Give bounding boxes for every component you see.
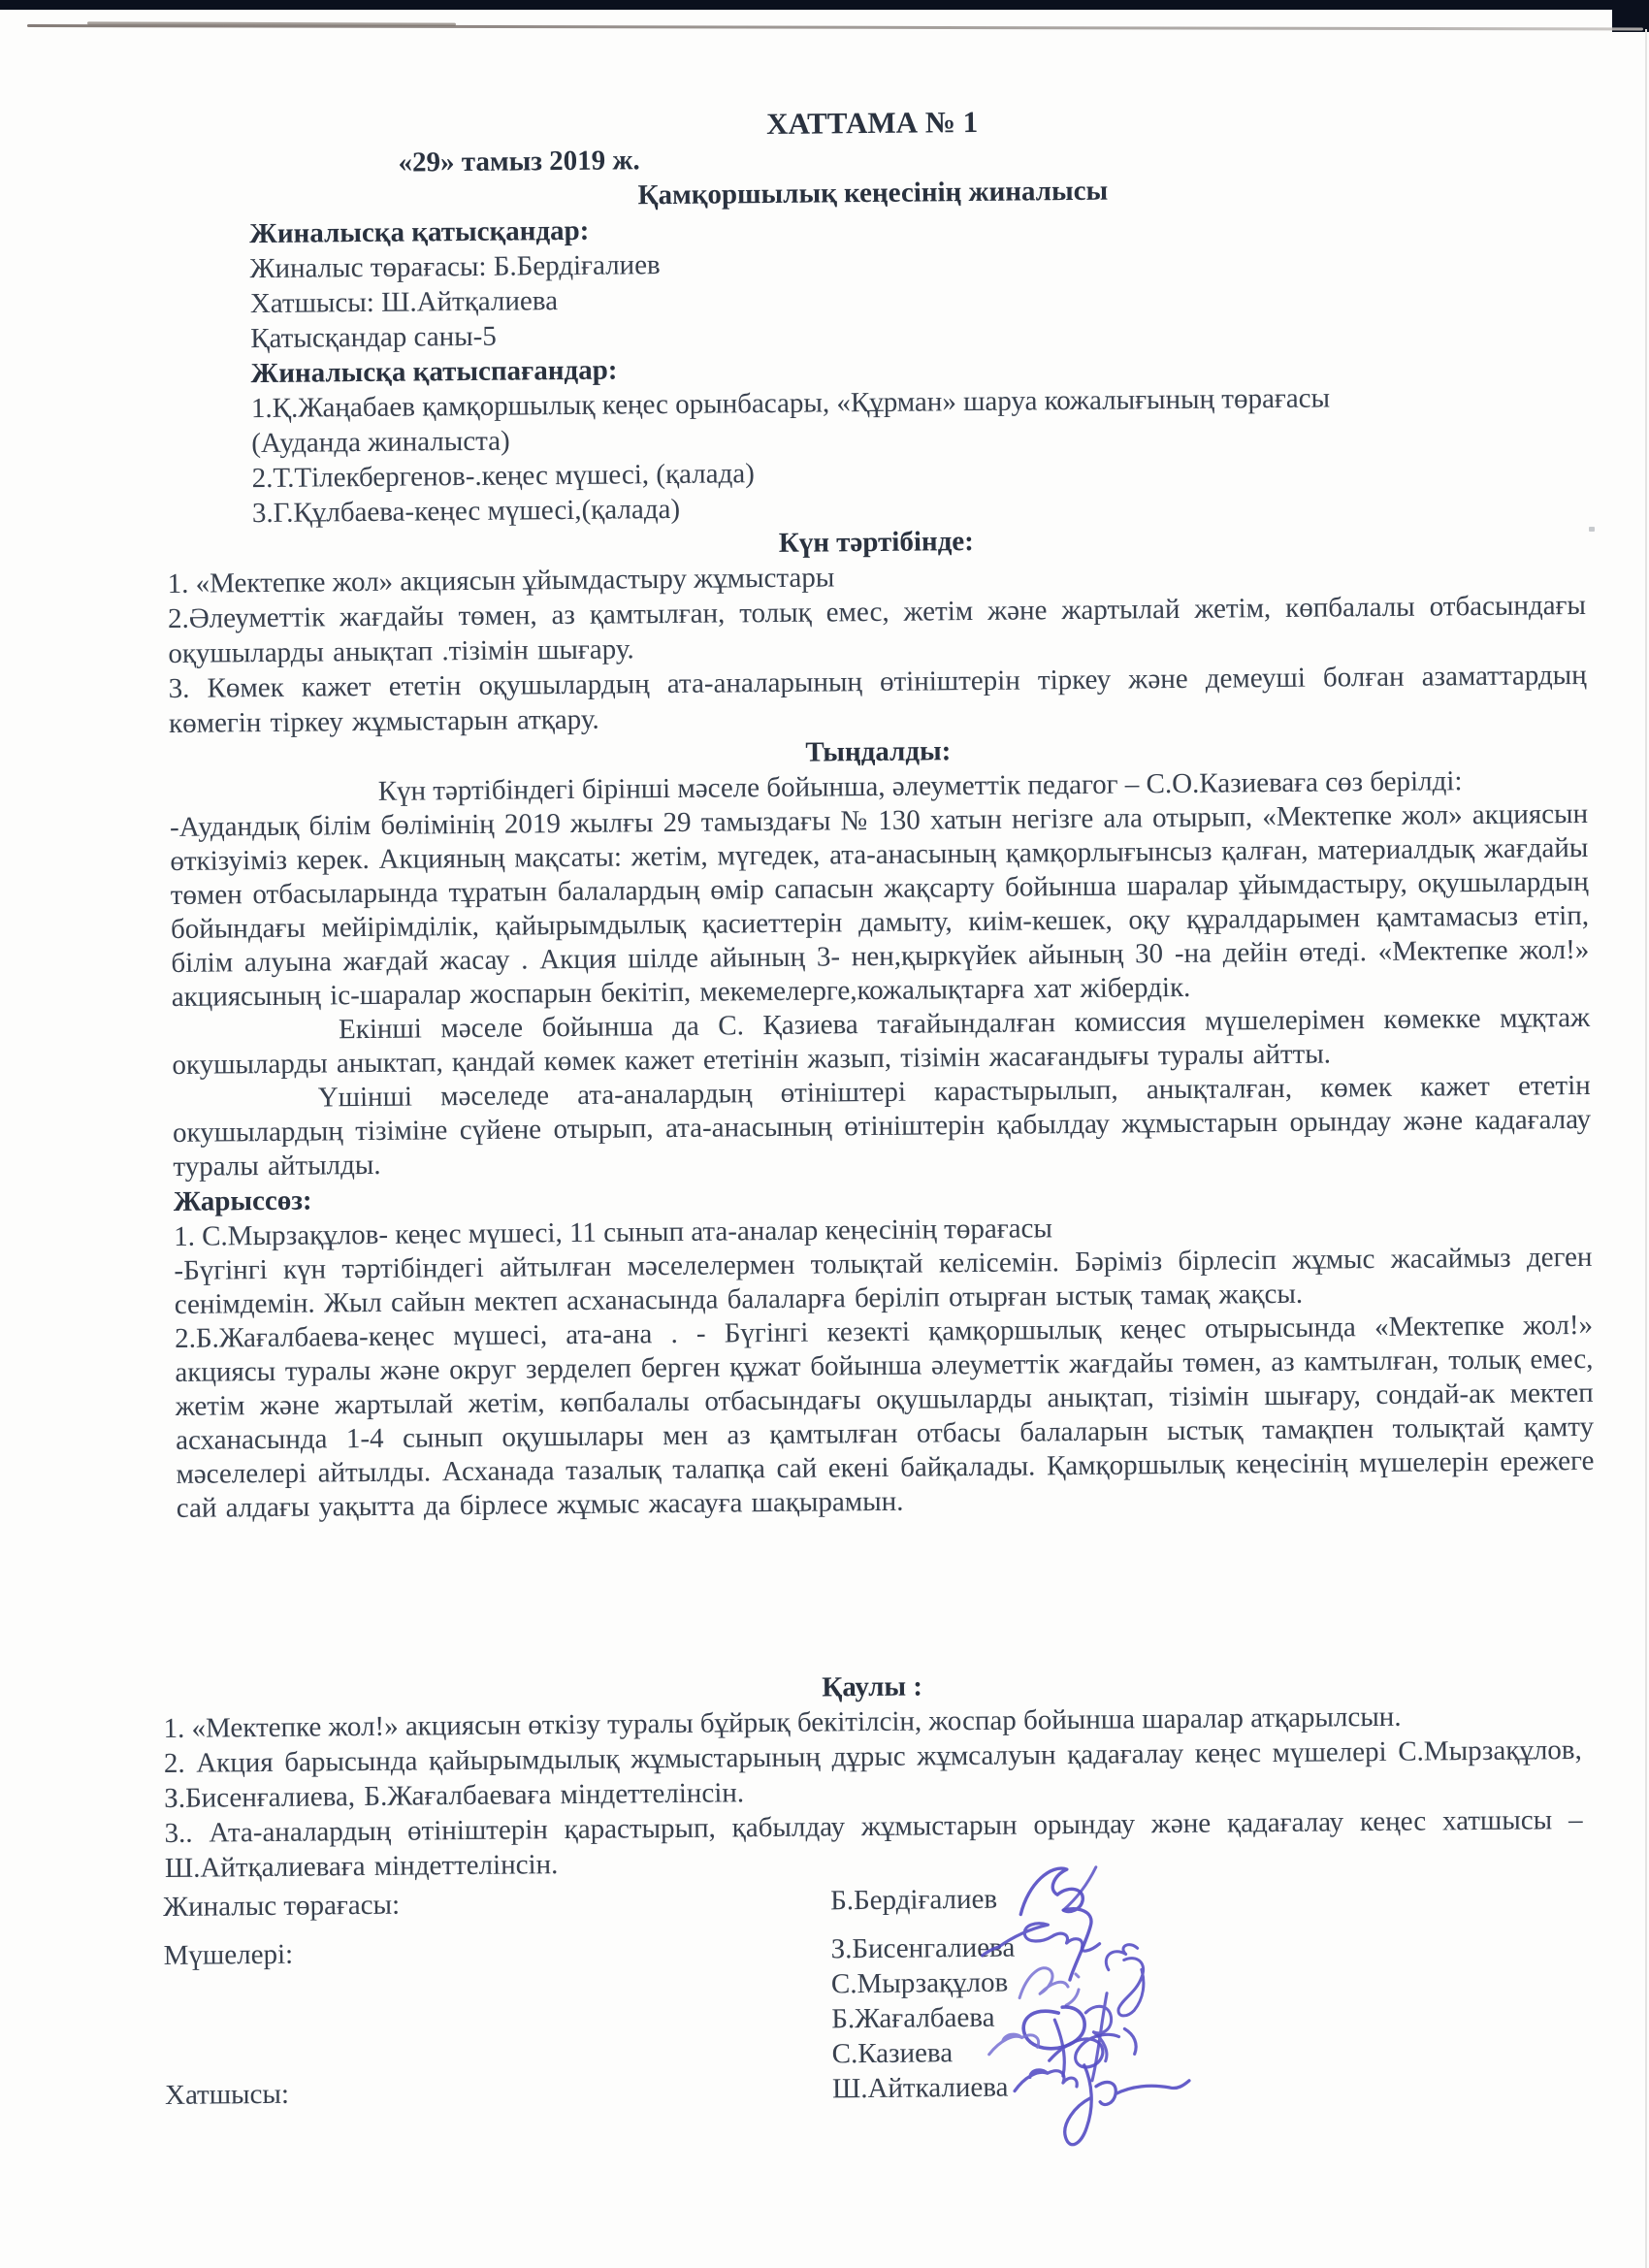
scan-artifact-speck xyxy=(1589,527,1595,532)
absentees-section xyxy=(165,343,1585,532)
agenda-item: 2.Әлеуметтік жағдайы төмен, аз қамтылған, толық емес, жетім және жартылай жетім, көпбалалы отбасындағы оқушыларды анықтап .тізімін шығару. xyxy=(167,589,1587,669)
member-name: Б.Жағалбаева xyxy=(831,2001,995,2035)
resolution-item: 3.. Ата-аналардың өтініштерін қарастырып, қабылдау жұмыстарын орындау және қадағалау кеңес хатшысы – Ш.Айтқалиеваға міндеттелінсін. xyxy=(164,1803,1583,1884)
resolution-item: 2. Акция барысында қайырымдылық жұмыстарының дұрыс жұмсалуын қадағалау кеңес мүшелері С.Мырзақұлов, З.Бисенғалиева, Б.Жағалбаеваға міндеттелінсін. xyxy=(163,1733,1582,1814)
document-content xyxy=(163,99,1595,1526)
document-title: ХАТТАМА № 1 xyxy=(765,104,979,142)
heard-heading: Тыңдалды: xyxy=(805,735,952,768)
agenda-heading: Күн тәртібінде: xyxy=(778,525,974,559)
heard-paragraph: Екінші мәселе бойынша да С. Қазиева тағайындалған комиссия мүшелерімен көмекке мұқтаж окушыларды аныктап, қандай көмек кажет ететінін жазып, тізімін жасағандығы туралы айтты. xyxy=(172,1001,1591,1081)
resolution-item: 1. «Мектепке жол!» акциясын өткізу туралы бұйрық бекітілсін, жоспар бойынша шаралар атқарылсын. xyxy=(163,1701,1402,1744)
scan-artifact-right-edge xyxy=(1645,29,1647,2268)
attendees-count-line: Қатысқандар саны-5 xyxy=(250,320,497,355)
secretary-label: Хатшысы: xyxy=(164,2078,290,2111)
speech-paragraph: 2.Б.Жағалбаева-кеңес мүшесі, ата-ана . - Бүгінгі кезекті қамқоршылық кеңес отырысында «Мектепке жол!» акциясы туралы және округ зерделеп берген құжат бойынша әлеуметтік жағдайы төмен, аз камтылған, толық емес, жетім және жартылай жетім, көпбалалы отбасындағы оқушыларды анықтап, тізімін шығару, сондай-ак мектеп асханасында 1-4 сынып оқушылары мен аз қамтылған отбасы балаларын ыстық тамақпен толықтай қамту мәселелері айтылды. Асханада тазалық талапқа сай екені байқалады. Қамқоршылық кеңесінің мүшелерін ережеге сай алдағы уақытта да бірлесе жұмыс жасауға шақырамын. xyxy=(174,1309,1595,1524)
signature-section xyxy=(163,1877,1505,2258)
scan-artifact-top-bar xyxy=(0,0,1649,10)
heard-paragraph: Үшінші мәселеде ата-аналардың өтініштері карастырылып, анықталған, көмек кажет ететін окушылардың тізіміне сүйене отырып, ата-анасының өтініштерін қабылдау жұмыстарын орындау және кадағалау туралы айтылды. xyxy=(172,1069,1592,1183)
resolution-heading: Қаулы : xyxy=(822,1670,923,1703)
absentees-heading: Жиналысқа қатыспағандар: xyxy=(250,354,618,390)
attendees-heading: Жиналысқа қатысқандар: xyxy=(249,214,590,250)
attendees-chairman-line: Жиналыс төрағасы: Б.Бердіғалиев xyxy=(249,249,661,285)
heard-paragraph: -Аудандық білім бөлімінің 2019 жылғы 29 тамыздағы № 130 хатын негізге ала отырып, «Мектепке жол» акциясын өткізуіміз керек. Акцияның мақсаты: жетім, мүгедек, ата-анасының қамқорлығынсыз қалған, материалдық жағдайы төмен отбасыларында тұратын балалардың өмір сапасын жақсарту бойынша шаралар ұйымдастыру, оқушылардың бойындағы мейірімділік, қайырымдылық қасиеттерін дамыту, киім-кешек, оқу құралдарымен қамтамасыз етіп, білім алуына жағдай жасау . Акция шілде айының 3- нен,қыркүйек айының 30 -на дейін өтеді. «Мектепке жол!» акциясының іс-шаралар жоспарын бекітіп, мекемелерге,кожалықтарға хат жібердік. xyxy=(169,797,1590,1013)
secretary-name: Ш.Айткалиева xyxy=(831,2071,1009,2105)
absentee-line: 3.Г.Құлбаева-кеңес мүшесі,(қалада) xyxy=(251,493,681,530)
members-label: Мүшелері: xyxy=(163,1938,294,1971)
attendees-section xyxy=(164,204,1583,357)
chairman-label: Жиналыс төрағасы: xyxy=(163,1889,401,1923)
chairman-name: Б.Бердіғалиев xyxy=(829,1883,998,1917)
agenda-item: 1. «Мектепке жол» акциясын ұйымдастыру жұмыстары xyxy=(167,562,835,599)
speeches-heading: Жарыссөз: xyxy=(173,1184,312,1217)
date-line: «29» тамыз 2019 ж. xyxy=(398,145,640,178)
member-name: З.Бисенгалиева xyxy=(830,1931,1016,1965)
absentee-line: 1.Қ.Жаңабаев қамқоршылық кеңес орынбасары, «Құрман» шаруа кожалығының төрағасы xyxy=(250,382,1331,425)
absentee-line: (Ауданда жиналыста) xyxy=(251,425,510,460)
member-name: С.Казиева xyxy=(831,2037,954,2070)
resolution-section xyxy=(163,1663,1583,1886)
meeting-title: Қамқоршылық кеңесінің жиналысы xyxy=(637,175,1109,211)
speech-paragraph: -Бүгінгі күн тәртібіндегі айтылған мәселелермен толықтай келісемін. Бәріміз бірлесіп жұмыс жасаймыз деген сенімдемін. Жыл сайын мектеп асханасында балаларға беріліп отырған ыстық тамақ жақсы. xyxy=(174,1241,1593,1320)
agenda-item: 3. Көмек кажет ететін оқушылардың ата-аналарының өтініштерін тіркеу және демеуші болған азаматтардың көмегін тіркеу жұмыстарын атқару. xyxy=(168,659,1587,739)
absentee-line: 2.Т.Тілекбергенов-.кеңес мүшесі, (қалада) xyxy=(251,458,755,495)
speech-lead: 1. С.Мырзақұлов- кеңес мүшесі, 11 сынып ата-аналар кеңесінің төрағасы xyxy=(173,1213,1053,1252)
member-name: С.Мырзақұлов xyxy=(830,1966,1009,2000)
heard-paragraph-lead: Күн тәртібіндегі бірінші мәселе бойынша, әлеуметтік педагог – С.О.Казиеваға сөз берілді: xyxy=(377,765,1463,807)
signature-row-chairman xyxy=(163,1877,1502,1925)
attendees-secretary-line: Хатшысы: Ш.Айтқалиева xyxy=(249,285,559,320)
